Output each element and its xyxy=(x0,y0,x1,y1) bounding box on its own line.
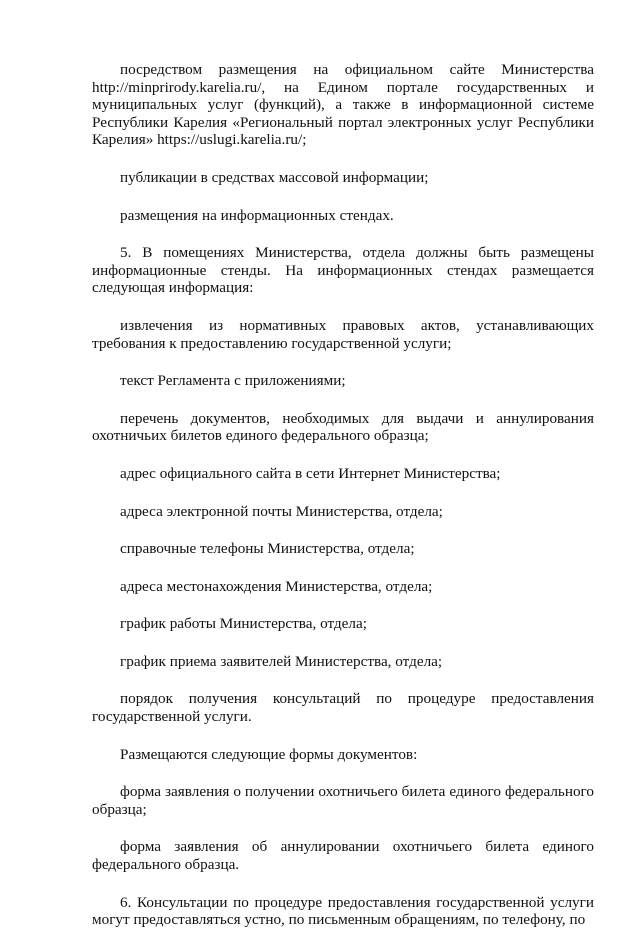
paragraph-item-phones: справочные телефоны Министерства, отдела; xyxy=(120,540,415,558)
paragraph-item-reception-schedule: график приема заявителей Министерства, отдела; xyxy=(120,652,443,670)
paragraph-publication-stands: размещения на информационных стендах. xyxy=(120,206,394,224)
paragraph-item-website: адрес официального сайта в сети Интернет Министерства; xyxy=(120,464,501,482)
paragraph-section-6: 6. Консультации по процедуре предоставления государственной услуги могут предоставляться устно, по письменным обращениям, по телефону, по xyxy=(92,893,594,929)
paragraph-form-cancel-application: форма заявления об аннулировании охотничьего билета единого федерального образца. xyxy=(92,838,594,874)
paragraph-item-addresses: адреса местонахождения Министерства, отдела; xyxy=(120,577,433,595)
paragraph-item-regulation-text: текст Регламента с приложениями; xyxy=(120,372,346,390)
paragraph-forms-heading: Размещаются следующие формы документов: xyxy=(120,745,418,763)
paragraph-section-5: 5. В помещениях Министерства, отдела должны быть размещены информационные стенды. На информационных стендах размещается следующая информация: xyxy=(92,244,594,297)
paragraph-publication-media: публикации в средствах массовой информации; xyxy=(120,168,429,186)
paragraph-item-email: адреса электронной почты Министерства, отдела; xyxy=(120,502,443,520)
paragraph-item-document-list: перечень документов, необходимых для выдачи и аннулирования охотничьих билетов единого федерального образца; xyxy=(92,409,594,445)
paragraph-form-issue-application: форма заявления о получении охотничьего билета единого федерального образца; xyxy=(92,783,594,818)
paragraph-item-consultation-procedure: порядок получения консультаций по процедуре предоставления государственной услуги. xyxy=(92,690,594,726)
paragraph-publication-website: посредством размещения на официальном сайте Министерства http://minprirody.karelia.ru/, на Едином портале государственных и муниципальных услуг (функций), а также в информационной системе Республики Карелия «Региональный портал электронных услуг Республики Карелия» https://uslugi.karelia.ru/; xyxy=(92,61,594,149)
paragraph-item-work-schedule: график работы Министерства, отдела; xyxy=(120,615,367,633)
paragraph-item-extracts: извлечения из нормативных правовых актов, устанавливающих требования к предоставлению государственной услуги; xyxy=(92,316,594,352)
